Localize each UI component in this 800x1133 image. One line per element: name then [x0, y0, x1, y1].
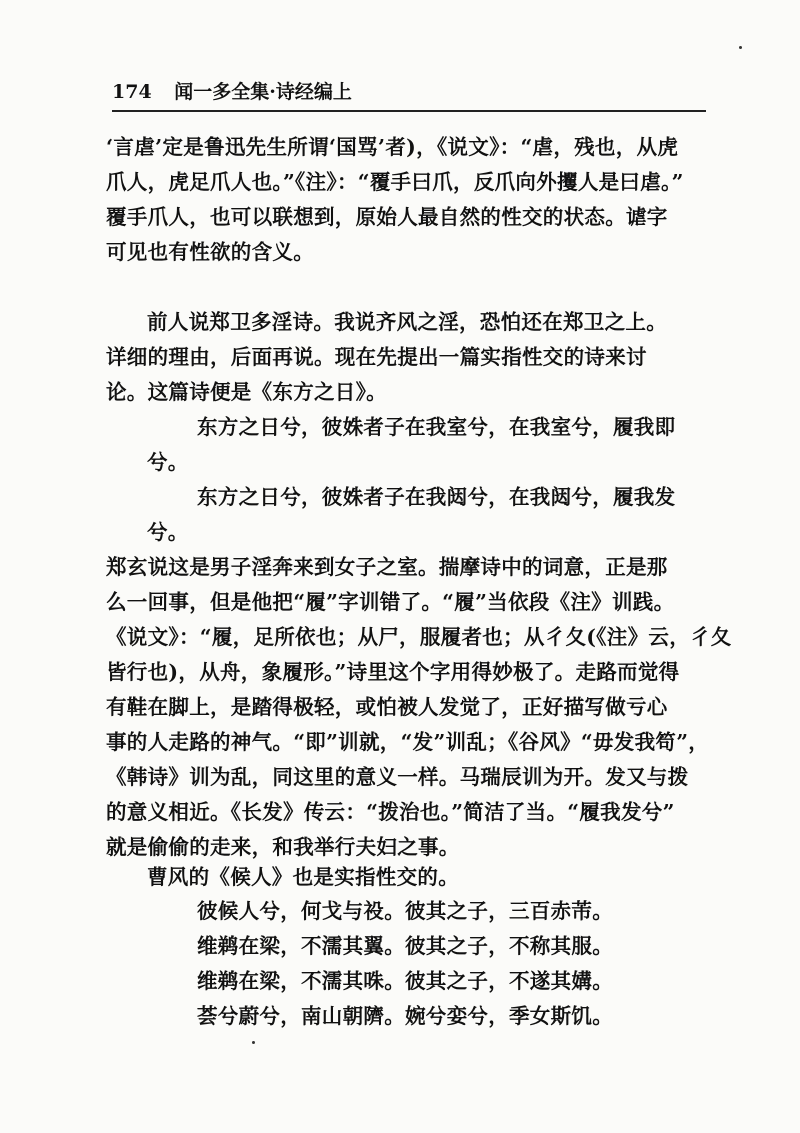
- poem-line: 荟兮蔚兮，南山朝隮。婉兮娈兮，季女斯饥。: [197, 1004, 613, 1028]
- book-title: 闻一多全集·诗经编上: [174, 81, 352, 103]
- text-line: 就是偷偷的走来，和我举行夫妇之事。: [106, 835, 460, 859]
- text-line: 论。这篇诗便是《东方之日》。: [106, 380, 387, 404]
- text-line: 可见也有性欲的含义。: [106, 240, 314, 264]
- text-line: 郑玄说这是男子淫奔来到女子之室。揣摩诗中的词意，正是那: [106, 555, 668, 579]
- page-number: 174: [112, 81, 152, 103]
- paragraph-first-line: 前人说郑卫多淫诗。我说齐风之淫，恐怕还在郑卫之上。: [147, 310, 667, 334]
- poem-line: 东方之日兮，彼姝者子在我闼兮，在我闼兮，履我发: [197, 485, 676, 509]
- text-line: 事的人走路的神气。“即”训就，“发”训乱；《谷风》“毋发我笱”，: [106, 730, 710, 754]
- text-line: 爪人，虎足爪人也。”《注》：“覆手曰爪，反爪向外攫人是曰虐。”: [106, 170, 684, 194]
- text-line: ‘言虐’定是鲁迅先生所谓‘国骂’者)，《说文》：“虐，残也，从虎: [106, 135, 679, 159]
- text-line: 《韩诗》训为乱，同这里的意义一样。马瑞辰训为开。发又与拨: [106, 765, 689, 789]
- text-line: 《说文》：“履，足所依也；从尸，服履者也；从彳夂(《注》云，彳夂: [106, 625, 732, 649]
- scan-speck: [739, 46, 742, 49]
- text-line: 有鞋在脚上，是踏得极轻，或怕被人发觉了，正好描写做亏心: [106, 695, 668, 719]
- scan-speck: [252, 1041, 255, 1044]
- text-line: 详细的理由，后面再说。现在先提出一篇实指性交的诗来讨: [106, 345, 647, 369]
- text-line: 的意义相近。《长发》传云：“拨治也。”简洁了当。“履我发兮”: [106, 800, 675, 824]
- text-line: 皆行也)，从舟，象履形。”诗里这个字用得妙极了。走路而觉得: [106, 660, 680, 684]
- text-line: 覆手爪人，也可以联想到，原始人最自然的性交的状态。谑字: [106, 205, 668, 229]
- poem-line-continued: 兮。: [147, 450, 189, 474]
- poem-line: 维鹈在梁，不濡其翼。彼其之子，不称其服。: [197, 934, 613, 958]
- poem-line: 维鹈在梁，不濡其咮。彼其之子，不遂其媾。: [197, 969, 613, 993]
- paragraph-first-line: 曹风的《候人》也是实指性交的。: [147, 865, 459, 889]
- text-line: 么一回事，但是他把“履”字训错了。“履”当依段《注》训践。: [106, 590, 675, 614]
- poem-line: 彼候人兮，何戈与祋。彼其之子，三百赤芾。: [197, 899, 613, 923]
- poem-line-continued: 兮。: [147, 520, 189, 544]
- poem-line: 东方之日兮，彼姝者子在我室兮，在我室兮，履我即: [197, 415, 676, 439]
- running-header: [112, 78, 706, 112]
